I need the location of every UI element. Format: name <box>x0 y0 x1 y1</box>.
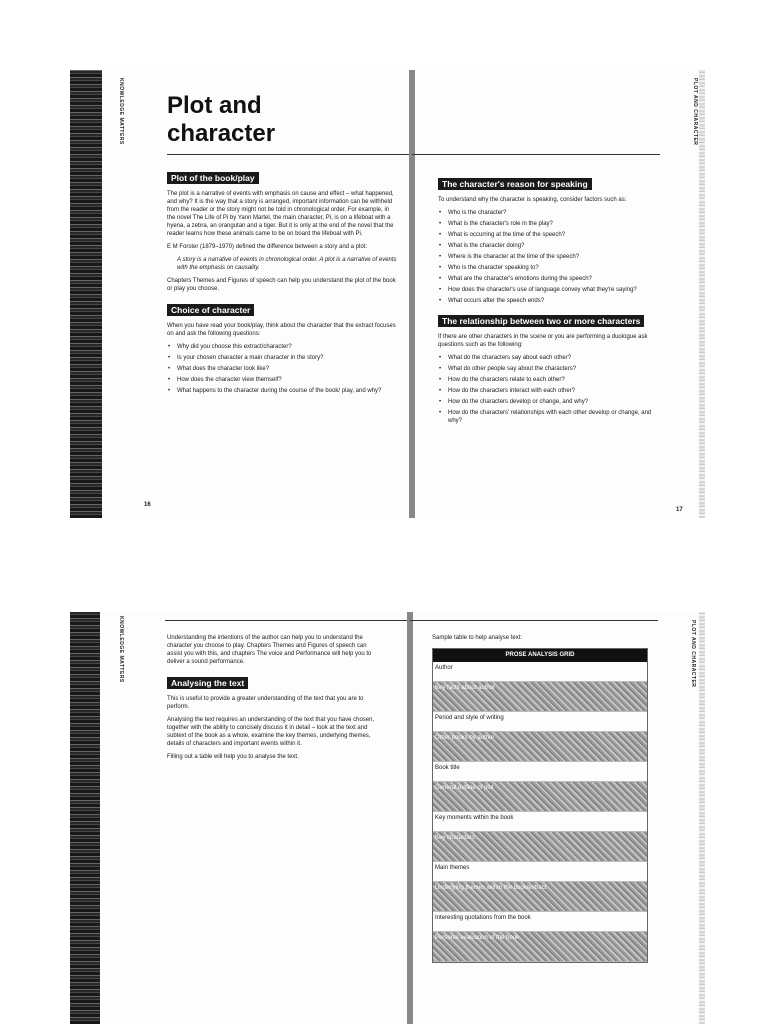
grid-row: Key characters <box>433 832 647 862</box>
list-item: • What happens to the character during the course of the book/ play, and why? <box>167 387 397 395</box>
section-heading: Choice of character <box>167 304 254 316</box>
list-item: • How do the characters interact with each other? <box>438 387 664 395</box>
gutter-line <box>412 70 415 518</box>
list-item: • Who is the character? <box>438 209 664 217</box>
page-edge-scan <box>699 612 705 1024</box>
question-list <box>167 343 397 395</box>
grid-rows <box>433 662 647 962</box>
list-item: • What occurs after the speech ends? <box>438 297 664 305</box>
page-17 <box>412 70 705 518</box>
title-rule <box>412 154 660 155</box>
quotation: A story is a narrative of events in chronological order. A plot is a narrative of events with the emphasis on causality. <box>177 257 397 271</box>
grid-row: Author <box>433 662 647 682</box>
page-19 <box>410 612 705 1024</box>
page-18-content <box>167 634 377 766</box>
list-item: • What do the characters say about each other? <box>438 354 664 362</box>
grid-row: Underlying themes within the book/extract <box>433 882 647 912</box>
list-item: • What is occurring at the time of the speech? <box>438 231 664 239</box>
paragraph: When you have read your book/play, think about the character that the extract focuses on and ask the following questions: <box>167 323 396 337</box>
list-item: • How do the characters develop or change, and why? <box>438 398 664 406</box>
page-16-content <box>167 92 397 399</box>
page-17-content <box>438 174 664 429</box>
section-heading: Analysing the text <box>167 677 248 689</box>
running-head-right: PLOT AND CHARACTER <box>690 620 696 688</box>
page-edge-scan <box>699 70 705 518</box>
section-heading: The relationship between two or more characters <box>438 315 644 327</box>
question-list <box>438 354 664 425</box>
grid-title: PROSE ANALYSIS GRID <box>433 649 647 662</box>
page-number: 16 <box>144 502 151 508</box>
paragraph: To understand why the character is speaking, consider factors such as: <box>438 197 627 203</box>
page-edge-scan <box>70 612 100 1024</box>
page-edge-scan <box>70 70 102 518</box>
running-head-left: KNOWLEDGE MATTERS <box>118 616 124 683</box>
paragraph: E M Forster (1879–1970) defined the difference between a story and a plot: <box>167 244 368 250</box>
running-head-right: PLOT AND CHARACTER <box>692 78 698 146</box>
grid-row: Key facts about author <box>433 682 647 712</box>
list-item: • Who is the character speaking to? <box>438 264 664 272</box>
title-rule <box>167 154 412 155</box>
list-item: • What does the character look like? <box>167 365 397 373</box>
list-item: • Is your chosen character a main character in the story? <box>167 354 397 362</box>
grid-row: General outline of plot <box>433 782 647 812</box>
factor-list <box>438 209 664 305</box>
page-number: 17 <box>676 507 683 513</box>
list-item: • What is the character doing? <box>438 242 664 250</box>
paragraph: If there are other characters in the scene or you are performing a duologue ask questions such as the following: <box>438 334 648 348</box>
grid-row: Book title <box>433 762 647 782</box>
grid-row: Personal evaluation of the book <box>433 932 647 962</box>
list-item: • How does the character's use of language convey what they're saying? <box>438 286 664 294</box>
list-item: • What do other people say about the characters? <box>438 365 664 373</box>
page-title: Plot and character <box>167 92 276 147</box>
page-19-content <box>432 634 648 963</box>
paragraph: The plot is a narrative of events with emphasis on cause and effect – what happened, and why? It is the way that a story is arranged, important information can be withheld from the reader or the story might not be told in chronological order. For example, in the novel The Life of Pi by Yann Martel, the main character, Pi, is on a lifeboat with a hyena, a zebra, an orangutan and a tiger. But it is only at the end of the novel that the reader learns how these animals came to be on board the lifeboat with Pi. <box>167 191 394 237</box>
running-head-left: KNOWLEDGE MATTERS <box>118 78 124 145</box>
grid-row: Main themes <box>433 862 647 882</box>
paragraph: Analysing the text requires an understanding of the text that you have chosen, together with the ability to concisely discuss it in detail – look at the text and subtext of the book as a whole, examine the key themes, underlying themes, details of characters and important events within it. <box>167 717 375 747</box>
list-item: • Where is the character at the time of the speech? <box>438 253 664 261</box>
paragraph: Sample table to help analyse text: <box>432 635 523 641</box>
list-item: • How do the characters relate to each other? <box>438 376 664 384</box>
page-16 <box>70 70 412 518</box>
list-item: • How does the character view themself? <box>167 376 397 384</box>
grid-row: Interesting quotations from the book <box>433 912 647 932</box>
prose-analysis-grid <box>432 648 648 963</box>
paragraph: Chapters Themes and Figures of speech can help you understand the plot of the book or play you choose. <box>167 278 396 292</box>
grid-row: Period and style of writing <box>433 712 647 732</box>
list-item: • Why did you choose this extract/character? <box>167 343 397 351</box>
list-item: • What are the character's emotions during the speech? <box>438 275 664 283</box>
section-heading: Plot of the book/play <box>167 172 259 184</box>
grid-row: Other books by author <box>433 732 647 762</box>
grid-row: Key moments within the book <box>433 812 647 832</box>
paragraph: Understanding the intentions of the author can help you to understand the character you choose to play. Chapters Themes and Figures of speech can assist you with this, and chapters The voice and Performance will help you to deliver a sound performance. <box>167 635 372 665</box>
list-item: • How do the characters' relationships with each other develop or change, and why? <box>438 409 664 425</box>
top-rule <box>165 620 410 621</box>
page-18 <box>70 612 410 1024</box>
paragraph: Filling out a table will help you to analyse the text. <box>167 754 299 760</box>
top-rule <box>410 620 658 621</box>
section-heading: The character's reason for speaking <box>438 178 592 190</box>
paragraph: This is useful to provide a greater understanding of the text that you are to perform. <box>167 696 364 710</box>
gutter-line <box>410 612 413 1024</box>
list-item: • What is the character's role in the play? <box>438 220 664 228</box>
